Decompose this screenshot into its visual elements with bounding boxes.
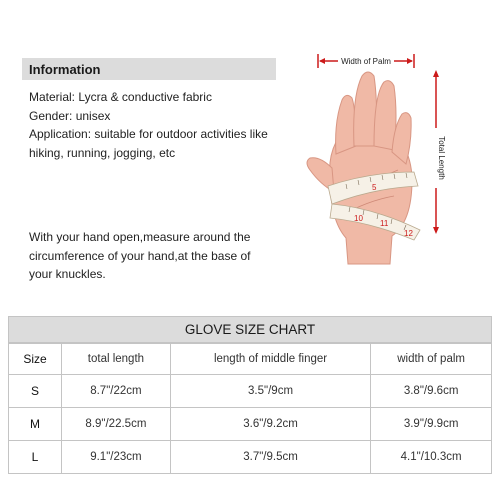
total-length-cell: 9.1"/23cm [62, 441, 171, 474]
table-row [9, 408, 492, 441]
tape-number-12: 12 [404, 229, 413, 238]
hand-illustration [290, 50, 480, 270]
tape-number-5: 5 [372, 183, 377, 192]
total-length-cell: 8.7"/22cm [62, 375, 171, 408]
instruction-line-3: your knuckles. [29, 267, 106, 281]
size-chart-title-label: GLOVE SIZE CHART [184, 322, 316, 337]
application-line: Application: suitable for outdoor activities like [29, 127, 268, 141]
size-cell: S [9, 375, 62, 408]
total-length-label: Total Length [437, 136, 446, 180]
column-header-size: Size [9, 344, 62, 375]
instruction-line-1: With your hand open,measure around the [29, 230, 251, 244]
material-line: Material: Lycra & conductive fabric [29, 90, 212, 104]
table-row [9, 441, 492, 474]
instruction-line-2: circumference of your hand,at the base of [29, 248, 251, 263]
column-header-middle-finger: length of middle finger [170, 344, 370, 375]
tape-number-10: 10 [354, 214, 363, 223]
palm-width-cell: 3.9"/9.9cm [371, 408, 492, 441]
information-details [29, 88, 329, 162]
size-cell: L [9, 441, 62, 474]
tape-number-11: 11 [380, 219, 389, 228]
information-header-label: Information [29, 61, 101, 77]
gender-line: Gender: unisex [29, 108, 111, 123]
glove-size-chart [8, 343, 492, 474]
hand-shape [307, 72, 412, 264]
middle-finger-cell: 3.6"/9.2cm [170, 408, 370, 441]
size-cell: M [9, 408, 62, 441]
hand-measurement-diagram [290, 50, 480, 270]
column-header-total-length: total length [62, 344, 171, 375]
middle-finger-cell: 3.7"/9.5cm [170, 441, 370, 474]
application-line-continued: hiking, running, jogging, etc [29, 145, 176, 160]
size-chart-title [8, 316, 492, 343]
information-header [22, 58, 276, 80]
palm-width-cell: 4.1"/10.3cm [371, 441, 492, 474]
total-length-cell: 8.9"/22.5cm [62, 408, 171, 441]
palm-width-label: Width of Palm [341, 57, 391, 66]
measuring-instructions [29, 228, 289, 284]
column-header-palm-width: width of palm [371, 344, 492, 375]
middle-finger-cell: 3.5"/9cm [170, 375, 370, 408]
palm-width-cell: 3.8"/9.6cm [371, 375, 492, 408]
table-row [9, 375, 492, 408]
table-header-row [9, 344, 492, 375]
